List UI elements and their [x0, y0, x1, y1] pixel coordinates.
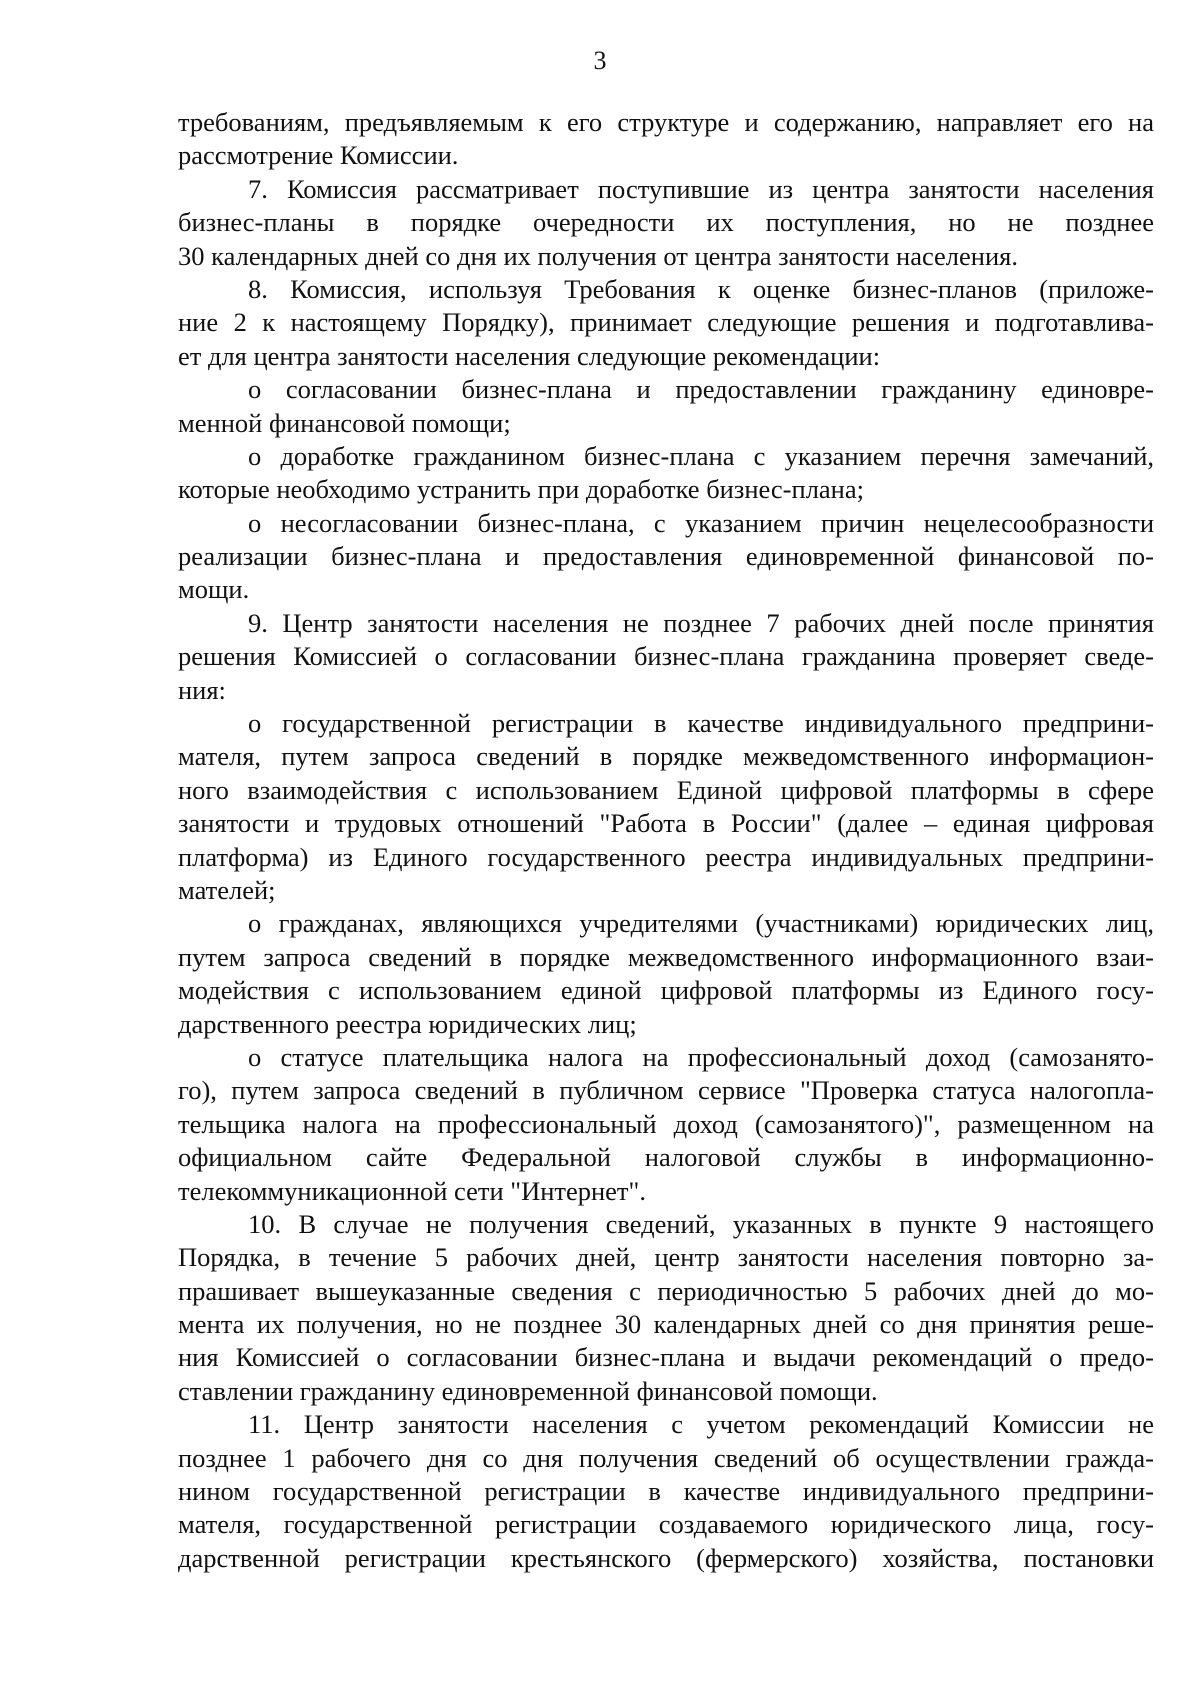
text-line: решения Комиссией о согласовании бизнес-плана гражданина проверяет сведе-: [178, 641, 1154, 672]
text-line: 9. Центр занятости населения не позднее 7 рабочих дней после принятия: [248, 607, 1154, 638]
text-line: платформа) из Единого государственного реестра индивидуальных предприни-: [178, 841, 1154, 872]
text-line: модействия с использованием единой цифровой платформы из Единого госу-: [178, 975, 1154, 1006]
text-line: ния:: [178, 674, 226, 705]
text-line: мента их получения, но не позднее 30 календарных дней со дня принятия реше-: [178, 1309, 1154, 1340]
text-line: го), путем запроса сведений в публичном сервисе "Проверка статуса налогопла-: [178, 1075, 1154, 1106]
text-line: ет для центра занятости населения следующие рекомендации:: [178, 340, 881, 371]
text-line: о гражданах, являющихся учредителями (участниками) юридических лиц,: [248, 908, 1154, 939]
text-line: ния Комиссией о согласовании бизнес-плана и выдачи рекомендаций о предо-: [178, 1342, 1154, 1373]
text-line: ставлении гражданину единовременной финансовой помощи.: [178, 1375, 878, 1406]
text-line: менной финансовой помощи;: [178, 407, 511, 438]
text-line: мателя, путем запроса сведений в порядке межведомственного информацион-: [178, 741, 1154, 772]
text-line: мателя, государственной регистрации создаваемого юридического лица, госу-: [178, 1509, 1154, 1540]
text-line: мателей;: [178, 874, 276, 905]
text-line: занятости и трудовых отношений "Работа в России" (далее – единая цифровая: [178, 808, 1154, 839]
document-body: [178, 106, 1154, 1575]
text-line: тельщика налога на профессиональный доход (самозанятого)", размещенном на: [178, 1108, 1154, 1139]
text-line: позднее 1 рабочего дня со дня получения сведений об осуществлении гражда-: [178, 1442, 1154, 1473]
text-line: требованиям, предъявляемым к его структуре и содержанию, направляет его на: [178, 107, 1154, 137]
text-line: о государственной регистрации в качестве индивидуального предприни-: [248, 708, 1154, 739]
text-line: мощи.: [178, 574, 250, 605]
text-line: дарственной регистрации крестьянского (фермерского) хозяйства, постановки: [178, 1542, 1154, 1573]
text-line: 11. Центр занятости населения с учетом рекомендаций Комиссии не: [248, 1409, 1154, 1440]
text-line: прашивает вышеуказанные сведения с периодичностью 5 рабочих дней до мо-: [178, 1275, 1154, 1306]
text-line: дарственного реестра юридических лиц;: [178, 1008, 637, 1039]
text-line: нином государственной регистрации в качестве индивидуального предприни-: [178, 1476, 1154, 1507]
text-line: 7. Комиссия рассматривает поступившие из центра занятости населения: [248, 173, 1154, 204]
text-line: ного взаимодействия с использованием Единой цифровой платформы в сфере: [178, 774, 1154, 805]
text-line: о доработке гражданином бизнес-плана с указанием перечня замечаний,: [248, 440, 1154, 471]
text-line: реализации бизнес-плана и предоставления единовременной финансовой по-: [178, 541, 1154, 572]
text-line: Порядка, в течение 5 рабочих дней, центр занятости населения повторно за-: [178, 1242, 1154, 1273]
text-line: о согласовании бизнес-плана и предоставлении гражданину единовре-: [248, 374, 1154, 405]
text-line: официальном сайте Федеральной налоговой службы в информационно-: [178, 1142, 1154, 1173]
text-line: путем запроса сведений в порядке межведомственного информационного взаи-: [178, 941, 1154, 972]
text-line: телекоммуникационной сети "Интернет".: [178, 1175, 646, 1206]
text-line: 30 календарных дней со дня их получения от центра занятости населения.: [178, 240, 1018, 271]
page-number: 3: [593, 46, 607, 75]
text-line: о несогласовании бизнес-плана, с указанием причин нецелесообразности: [248, 507, 1154, 538]
text-line: бизнес-планы в порядке очередности их поступления, но не позднее: [178, 207, 1154, 238]
text-line: о статусе плательщика налога на профессиональный доход (самозанято-: [248, 1041, 1154, 1072]
text-line: которые необходимо устранить при доработке бизнес-плана;: [178, 474, 864, 505]
text-line: 10. В случае не получения сведений, указанных в пункте 9 настоящего: [248, 1208, 1154, 1239]
text-line: ние 2 к настоящему Порядку), принимает следующие решения и подготавлива-: [178, 307, 1154, 338]
text-line: 8. Комиссия, используя Требования к оценке бизнес-планов (приложе-: [248, 273, 1154, 304]
text-line: рассмотрение Комиссии.: [178, 140, 459, 171]
